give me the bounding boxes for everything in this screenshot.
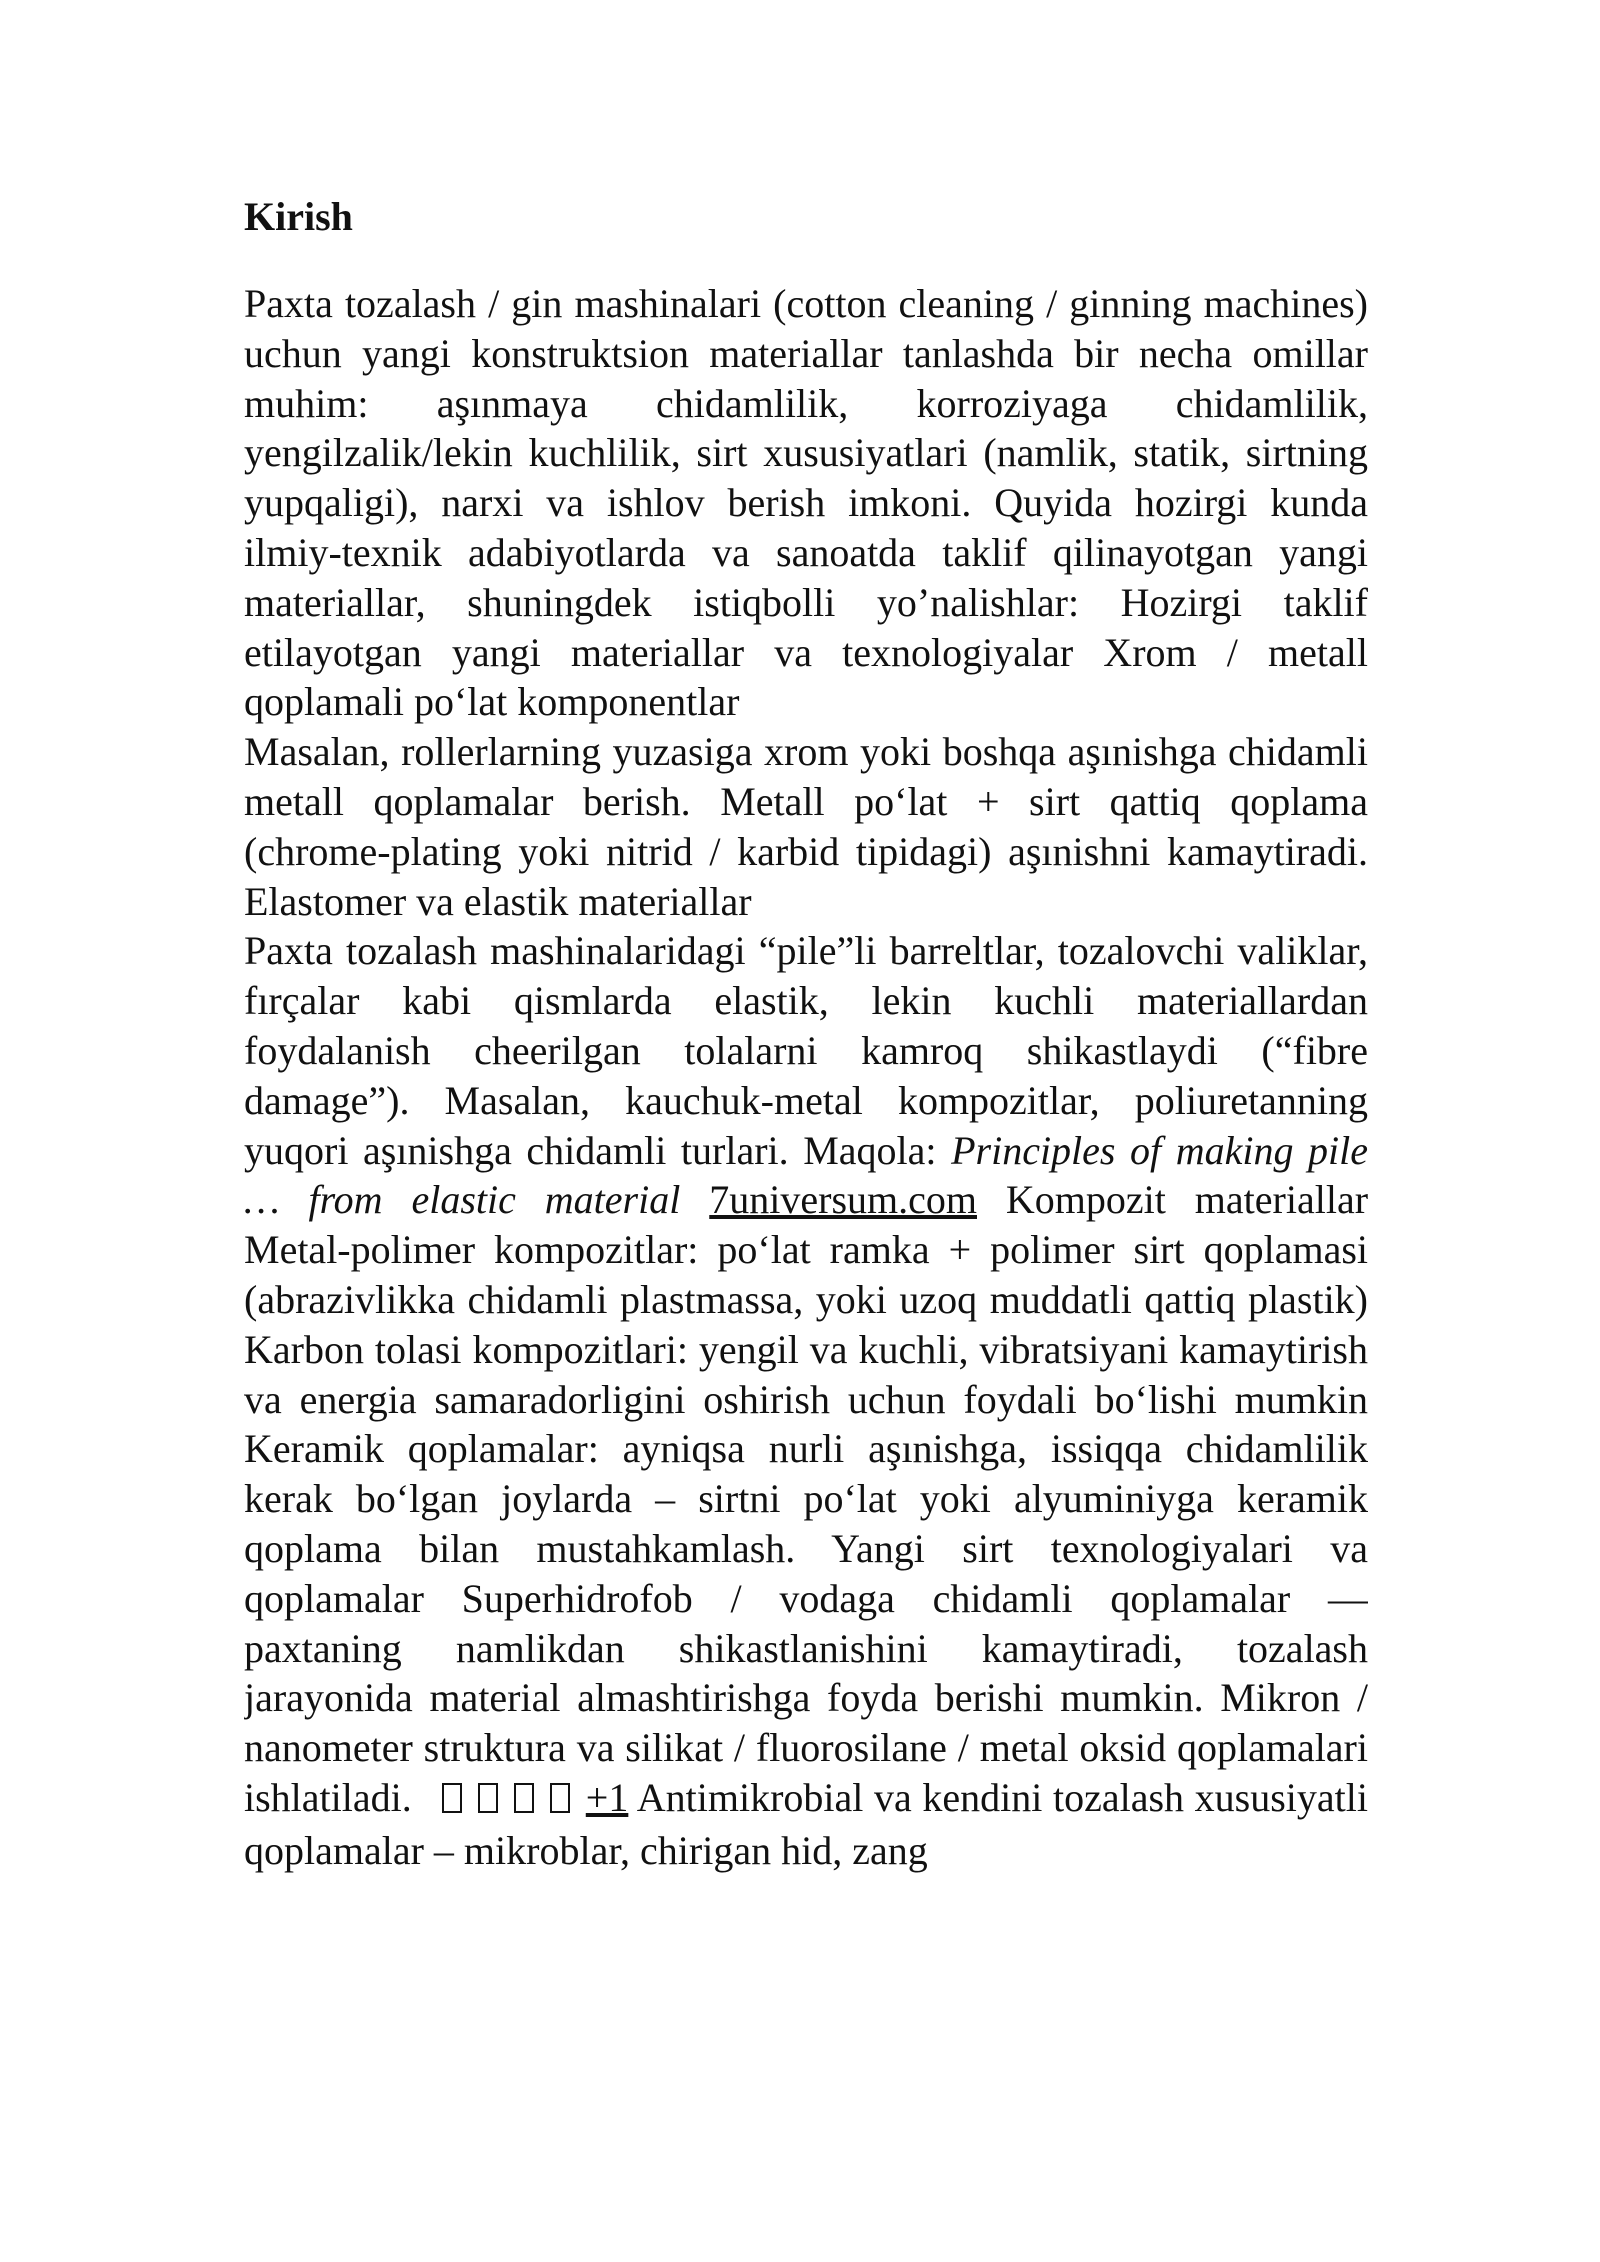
document-body [244, 279, 1368, 2144]
paragraph-3-text-start: Paxta tozalash mashinalaridagi “pile”li barreltlar, tozalovchi valiklar, fırçalar kabi qismlarda elastik, lekin kuchli materiallardan foydalanish cheerilgan tolalarni kamroq shikastlaydi (“fibre damage”). Masalan, kauchuk-metal kompozitlar, poliuretanning yuqori aşınishga chidamli turlari. Maqola: [244, 928, 1368, 1173]
missing-glyph-icons[interactable] [442, 1781, 586, 1819]
paragraph-3-text-end: Antimikrobial va kendini tozalash xususiyatli qoplamalar – mikroblar, chirigan hid, zang [244, 1774, 1368, 1873]
section-heading: Kirish [244, 194, 353, 239]
missing-glyph-icon [550, 1783, 570, 1813]
paragraph-1: Paxta tozalash / gin mashinalari (cotton cleaning / ginning machines) uchun yangi konstruktsion materiallar tanlashda bir necha omillar muhim: aşınmaya chidamlilik, korroziyaga chidamlilik, yengilzalik/lekin kuchlilik, sirt xususiyatlari (namlik, statik, sirtning yupqaligi), narxi va ishlov berish imkoni. Quyida hozirgi kunda ilmiy-texnik adabiyotlarda va sanoatda taklif qilinayotgan yangi materiallar, shuningdek istiqbolli yo’nalishlar: Hozirgi taklif etilayotgan yangi materiallar va texnologiyalar Xrom / metall qoplamali po‘lat komponentlar [244, 281, 1368, 725]
missing-glyph-icon [514, 1783, 534, 1813]
article-title: Principles of making pile … from elastic material [244, 1127, 1368, 1223]
source-link[interactable]: 7universum.com [709, 1177, 977, 1223]
paragraph-3-text-mid: Kompozit materiallar Metal-polimer kompozitlar: po‘lat ramka + polimer sirt qoplamasi (abrazivlikka chidamli plastmassa, yoki uzoq muddatli qattiq plastik) Karbon tolasi kompozitlari: yengil va kuchli, vibratsiyani kamaytirish va energia samaradorligini oshirish uchun foydali bo‘lishi mumkin Keramik qoplamalar: ayniqsa nurli aşınishga, issiqqa chidamlilik kerak bo‘lgan joylarda – sirtni po‘lat yoki alyuminiyga keramik qoplama bilan mustahkamlash. Yangi sirt texnologiyalari va qoplamalar Superhidrofob / vodaga chidamli qoplamalar — paxtaning namlikdan shikastlanishini kamaytiradi, tozalash jarayonida material almashtirishga foyda berishi mumkin. Mikron / nanometer struktura va silikat / fluorosilane / metal oksid qoplamalari ishlatiladi. [244, 1177, 1368, 1820]
paragraph-2: Masalan, rollerlarning yuzasiga xrom yoki boshqa aşınishga chidamli metall qoplamalar berish. Metall po‘lat + sirt qattiq qoplama (chrome-plating yoki nitrid / karbid tipidagi) aşınishni kamaytiradi. Elastomer va elastik materiallar [244, 729, 1368, 924]
missing-glyph-icon [442, 1783, 462, 1813]
citation-plus-one-link[interactable]: +1 [585, 1774, 629, 1820]
document-page [244, 192, 1368, 2144]
paragraph-3 [244, 926, 1368, 1875]
missing-glyph-icon [478, 1783, 498, 1813]
